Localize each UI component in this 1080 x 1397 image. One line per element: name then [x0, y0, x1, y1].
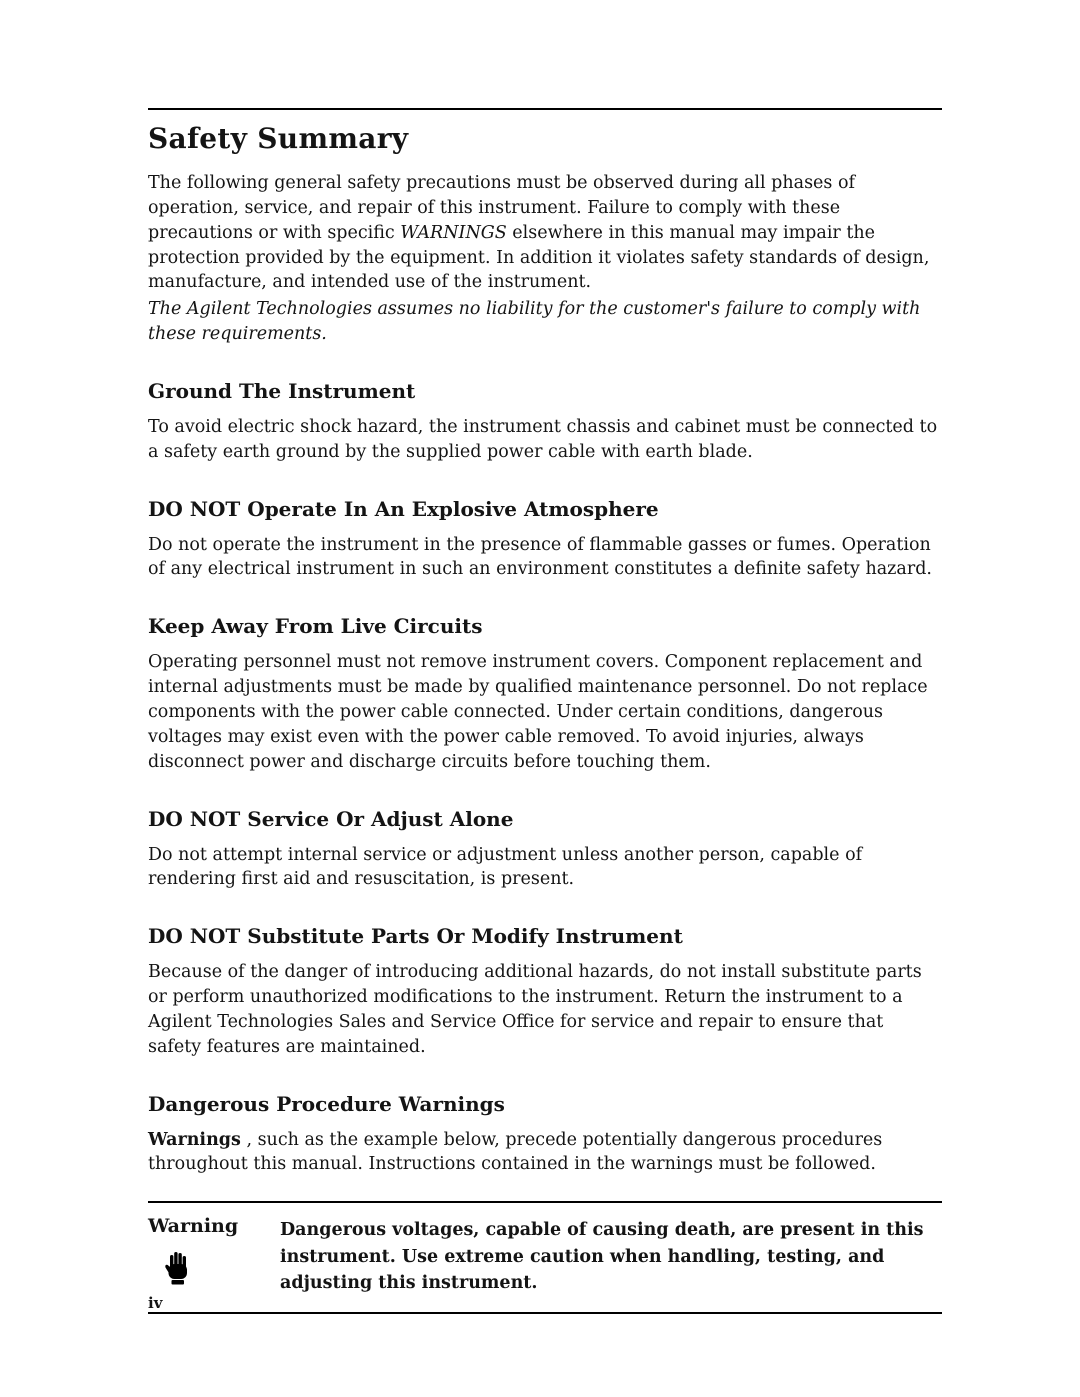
section-body: Do not operate the instrument in the presence of flammable gasses or fumes. Operation of any electrical instrument in such an environment constitutes a definite safety hazard.	[148, 534, 932, 580]
section-ground-the-instrument	[148, 379, 942, 465]
warnings-lead-bold: Warnings	[148, 1129, 241, 1150]
section-heading: Dangerous Procedure Warnings	[148, 1091, 505, 1116]
warning-label: Warning	[148, 1215, 239, 1238]
intro-warnings-italic: WARNINGS	[400, 222, 507, 243]
section-body: Operating personnel must not remove instrument covers. Component replacement and internal adjustments must be made by qualified maintenance personnel. Do not replace components with the power cable connected. Under certain conditions, dangerous voltages may exist even with the power cable removed. To avoid injuries, always disconnect power and discharge circuits before touching them.	[148, 652, 928, 772]
section-keep-away-live-circuits	[148, 614, 942, 774]
title-rule	[148, 108, 942, 110]
section-do-not-service-alone	[148, 807, 942, 893]
intro-text-after: elsewhere in this manual may impair the protection provided by the equipment. In addition it violates safety standards of design, manufacture, and intended use of the instrument.	[148, 222, 930, 293]
warning-box	[148, 1201, 942, 1314]
section-body: Because of the danger of introducing additional hazards, do not install substitute parts or perform unauthorized modifications to the instrument. Return the instrument to a Agilent Technologies Sales and Service Office for service and repair to ensure that safety features are maintained.	[148, 962, 922, 1057]
section-body	[148, 1128, 942, 1178]
warning-label-column	[148, 1215, 280, 1287]
intro-paragraph	[148, 171, 942, 295]
section-heading: DO NOT Substitute Parts Or Modify Instrument	[148, 924, 683, 949]
intro-text-before: The following general safety precautions must be observed during all phases of operation, service, and repair of this instrument. Failure to comply with these precautions or with specific	[148, 173, 855, 243]
section-do-not-substitute-parts	[148, 924, 942, 1059]
section-heading: Ground The Instrument	[148, 378, 416, 403]
warnings-body-rest: , such as the example below, precede potentially dangerous procedures throughout this manual. Instructions contained in the warnings must be followed.	[148, 1129, 883, 1175]
page-number: iv	[148, 1294, 163, 1312]
hand-warning-icon	[162, 1251, 194, 1287]
section-heading: DO NOT Operate In An Explosive Atmosphere	[148, 496, 659, 521]
liability-note: The Agilent Technologies assumes no liability for the customer's failure to comply with these requirements.	[148, 299, 921, 345]
manual-page-content	[148, 0, 942, 1314]
warning-text: Dangerous voltages, capable of causing death, are present in this instrument. Use extreme caution when handling, testing, and adjusting this instrument.	[280, 1220, 924, 1293]
section-body: To avoid electric shock hazard, the instrument chassis and cabinet must be connected to a safety earth ground by the supplied power cable with earth blade.	[148, 416, 938, 462]
warning-row	[148, 1203, 942, 1312]
section-heading: Keep Away From Live Circuits	[148, 614, 483, 639]
section-dangerous-procedure-warnings	[148, 1092, 942, 1178]
page-title: Safety Summary	[148, 122, 409, 155]
section-heading: DO NOT Service Or Adjust Alone	[148, 806, 514, 831]
section-do-not-operate-explosive	[148, 497, 942, 583]
warning-bottom-rule	[148, 1312, 942, 1314]
section-body: Do not attempt internal service or adjustment unless another person, capable of rendering first aid and resuscitation, is present.	[148, 844, 863, 890]
